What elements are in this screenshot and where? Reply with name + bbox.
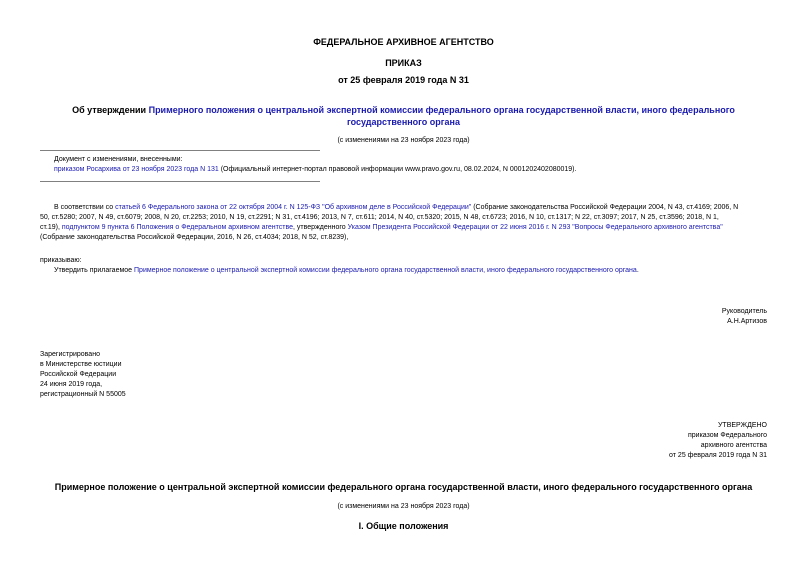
- basis-prefix: В соответствии со: [54, 204, 116, 211]
- basis-paragraph-line1: [54, 203, 738, 213]
- basis-line3-prefix: ст.19),: [40, 224, 62, 231]
- amendment-link[interactable]: приказом Росархива от 23 ноября 2023 года N 131: [54, 166, 219, 173]
- doc-title: [0, 104, 807, 116]
- amendment-source: (Официальный интернет-портал правовой информации www.pravo.gov.ru, 08.02.2024, N 0001202402080019).: [218, 166, 577, 173]
- amendments-line: [54, 165, 576, 175]
- approve-line: [54, 266, 639, 276]
- registration-block: [40, 350, 126, 400]
- title-prefix: Об утверждении: [72, 105, 149, 115]
- basis-text1: (Собрание законодательства Российской Федерации 2004, N 43, ст.4169; 2006, N: [471, 204, 739, 211]
- order-word: приказываю:: [40, 257, 82, 264]
- approved-line: от 25 февраля 2019 года N 31: [669, 452, 767, 459]
- basis-paragraph-line3: [40, 223, 723, 233]
- doc-title-line2: [0, 116, 807, 128]
- approve-suffix: .: [636, 267, 639, 274]
- approved-line: приказом Федерального: [687, 432, 767, 439]
- registration-line: в Министерстве юстиции: [40, 361, 122, 368]
- basis-paragraph-line4: (Собрание законодательства Российской Федерации, 2016, N 26, ст.4034; 2018, N 52, ст.8239),: [40, 234, 349, 241]
- basis-paragraph-line2: 50, ст.5280; 2007, N 49, ст.6079; 2008, N 20, ст.2253; 2010, N 19, ст.2291; N 31, ст.4196; 2013, N 7, ст.611; 2014, N 40, ст.5320; 2015, N 48, ст.6723; 2016, N 10, ст.1317; N 22, ст.3097; 2017, N 25, ст.3596; 2018, N 1,: [40, 214, 719, 221]
- registration-line: Российской Федерации: [40, 371, 117, 378]
- approve-link[interactable]: Примерное положение о центральной экспертной комиссии федерального органа государственной власти, иного федерального государственного органа: [134, 267, 637, 274]
- basis-mid: , утвержденного: [293, 224, 348, 231]
- decree-link[interactable]: Указом Президента Российской Федерации от 22 июня 2016 г. N 293 "Вопросы Федерального архивного агентства": [347, 224, 723, 231]
- section-heading: I. Общие положения: [358, 521, 449, 531]
- doc-date-number: от 25 февраля 2019 года N 31: [338, 75, 469, 85]
- divider-bottom: [40, 181, 320, 182]
- registration-line: регистрационный N 55005: [40, 391, 126, 398]
- registration-line: Зарегистрировано: [40, 351, 100, 358]
- appendix-title: Примерное положение о центральной экспертной комиссии федерального органа государственной власти, иного федерального государственного органа: [54, 482, 753, 492]
- appendix-changes-note: (с изменениями на 23 ноября 2023 года): [337, 503, 470, 510]
- signature-name: А.Н.Артизов: [727, 318, 767, 325]
- agency-name: ФЕДЕРАЛЬНОЕ АРХИВНОЕ АГЕНТСТВО: [313, 37, 494, 47]
- approved-line: УТВЕРЖДЕНО: [717, 422, 767, 429]
- doc-type: ПРИКАЗ: [385, 58, 422, 68]
- approved-line: архивного агентства: [700, 442, 767, 449]
- approved-block: [669, 421, 767, 461]
- regulation-link[interactable]: подпунктом 9 пункта 6 Положения о Федеральном архивном агентстве: [61, 224, 294, 231]
- title-link-continuation[interactable]: государственного органа: [346, 117, 461, 127]
- registration-line: 24 июня 2019 года,: [40, 381, 103, 388]
- title-link[interactable]: Примерного положения о центральной экспертной комиссии федерального органа государственной власти, иного федерального: [148, 105, 735, 115]
- signature-role: Руководитель: [721, 308, 767, 315]
- amendments-heading: Документ с изменениями, внесенными:: [54, 156, 183, 163]
- law-link[interactable]: статьей 6 Федерального закона от 22 октября 2004 г. N 125-ФЗ "Об архивном деле в Российской Федерации": [115, 204, 472, 211]
- changes-note: (с изменениями на 23 ноября 2023 года): [337, 137, 470, 144]
- divider-top: [40, 150, 320, 151]
- approve-prefix: Утвердить прилагаемое: [54, 267, 135, 274]
